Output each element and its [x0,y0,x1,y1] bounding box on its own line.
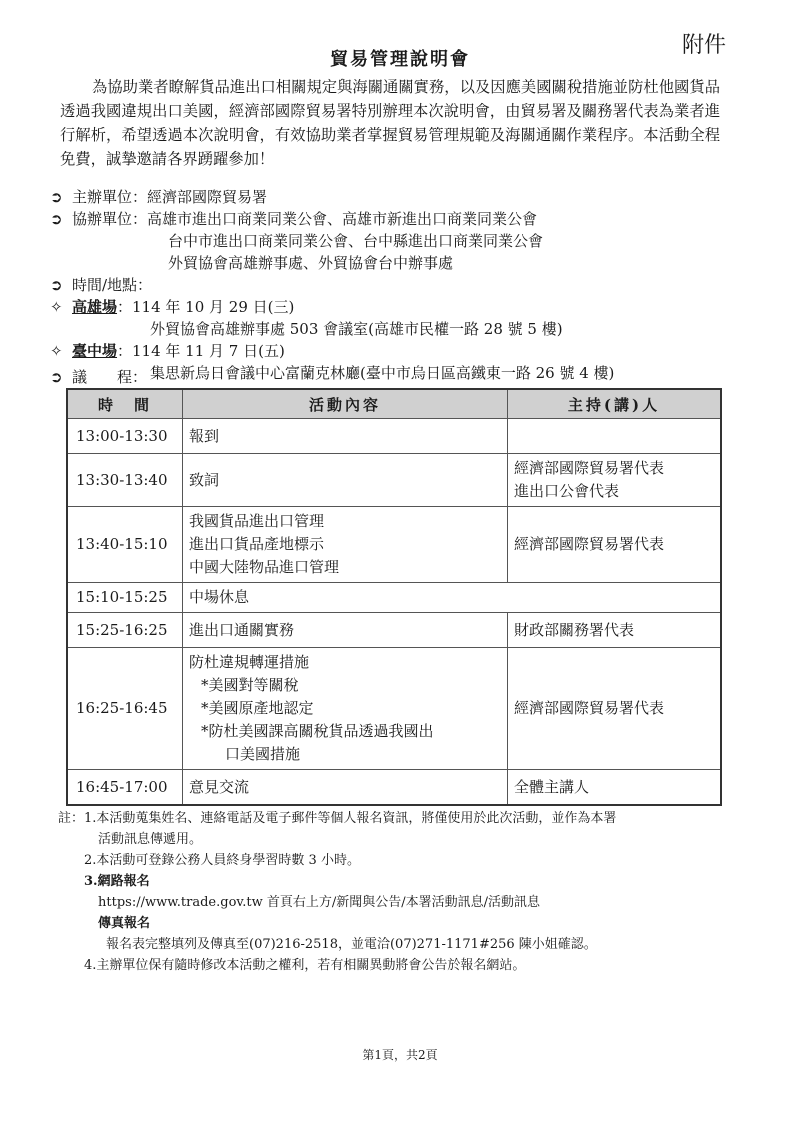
host-line: 經濟部國際貿易署代表 [514,535,665,553]
host-line: 全體主講人 [514,777,590,796]
time-place-row [50,274,152,296]
agenda-label: 議 程： [72,368,148,386]
content-line: *美國原產地認定 [201,699,314,717]
arrow-bullet-icon: ➲ [50,276,63,294]
content-line: *美國對等關稅 [201,676,299,694]
arrow-bullet-icon: ➲ [50,368,63,386]
fax-label: 傳真報名 [98,916,151,931]
content-line: 進出口通關實務 [189,620,295,639]
host-line: 經濟部國際貿易署代表 [514,699,665,717]
venue-date: ：114 年 10 月 29 日(三) [117,298,295,316]
attachment-label: 附件 [682,33,727,58]
arrow-bullet-icon: ➲ [50,188,63,206]
venue-date: ：114 年 11 月 7 日(五) [117,342,285,360]
row-host [508,648,722,770]
table-row [67,770,721,806]
content-line: *防杜美國課高關稅貨品透過我國出 [201,722,434,740]
content-line: 中場休息 [189,588,250,606]
venue-place: 集思新烏日會議中心富蘭克林廳(臺中市烏日區高鐵東一路 26 號 4 樓) [150,364,615,382]
host-line: 經濟部國際貿易署代表 [514,459,665,477]
row-host [508,613,722,648]
co-organizer-row [50,208,543,274]
row-time: 13:30-13:40 [67,454,183,507]
note-2: 2.本活動可登錄公務人員終身學習時數 3 小時。 [84,853,360,868]
row-content [183,770,508,806]
row-content [183,419,508,454]
content-line: 意見交流 [189,777,250,796]
header-host: 主持(講)人 [508,389,722,419]
organizer-label: 主辦單位： [72,188,148,206]
row-host [508,770,722,806]
table-row [67,613,721,648]
co-organizer-line: 外貿協會高雄辦事處、外貿協會台中辦事處 [168,254,454,272]
content-line: 我國貨品進出口管理 [189,512,325,530]
notes-prefix: 註： [58,811,85,826]
table-header-row [67,389,721,419]
row-content [183,507,508,583]
intro-paragraph: 為協助業者瞭解貨品進出口相關規定與海關通關實務，以及因應美國關稅措施並防杜他國貨品透過我國違規出口美國，經濟部國際貿易署特別辦理本次說明會，由貿易署及關務署代表為業者進行解析，希望透過本次說明會，有效協助業者掌握貿易管理規範及海關通關作業程序。本活動全程免費，誠摯邀請各界踴躍參加！ [60,78,720,168]
row-time: 13:40-15:10 [67,507,183,583]
note-4: 4.主辦單位保有隨時修改本活動之權利，若有相關異動將會公告於報名網站。 [84,958,526,973]
row-host [508,419,722,454]
header-content: 活動內容 [183,389,508,419]
row-host [508,454,722,507]
arrow-bullet-icon: ➲ [50,210,63,228]
row-time: 15:10-15:25 [67,583,183,613]
row-content [183,583,722,613]
time-place-label: 時間/地點： [72,276,153,294]
note-3-label: 3.網路報名 [84,874,150,889]
content-line: 口美國措施 [225,745,301,763]
organizer-value: 經濟部國際貿易署 [147,188,268,206]
page-title: 貿易管理說明會 [330,49,470,70]
host-line: 進出口公會代表 [514,482,620,500]
row-content [183,613,508,648]
co-organizer-line: 高雄市進出口商業同業公會、高雄市新進出口商業同業公會 [147,210,538,228]
venue-name: 臺中場 [72,342,118,360]
note-1-cont: 活動訊息傳遞用。 [98,832,203,847]
content-line: 防杜違規轉運措施 [189,653,310,671]
content-line: 進出口貨品產地標示 [189,535,325,553]
fax-text: 報名表完整填列及傳真至(07)216-2518，並電洽(07)271-1171#256 陳小姐確認。 [106,937,597,952]
agenda-table [66,388,722,806]
row-content [183,648,508,770]
row-host [508,507,722,583]
host-line: 財政部關務署代表 [514,620,635,639]
organizer-row [50,186,267,208]
content-line: 報到 [189,426,220,445]
co-organizer-line: 台中市進出口商業同業公會、台中縣進出口商業同業公會 [168,232,544,250]
note-3-url: https://www.trade.gov.tw 首頁右上方/新聞與公告/本署活動訊息/活動訊息 [98,895,540,910]
content-line: 中國大陸物品進口管理 [189,558,340,576]
row-content [183,454,508,507]
diamond-bullet-icon: ✧ [50,298,63,316]
row-time: 13:00-13:30 [67,419,183,454]
row-time: 16:45-17:00 [67,770,183,806]
agenda-row [50,366,147,388]
venue-name: 高雄場 [72,298,118,316]
table-row [67,507,721,583]
venue-kaohsiung [50,296,563,340]
co-organizer-label: 協辦單位： [72,210,148,228]
header-time: 時 間 [67,389,183,419]
table-row [67,648,721,770]
content-line: 致詞 [189,470,220,489]
diamond-bullet-icon: ✧ [50,342,63,360]
table-row [67,419,721,454]
venue-place: 外貿協會高雄辦事處 503 會議室(高雄市民權一路 28 號 5 樓) [150,320,563,338]
note-1: 1.本活動蒐集姓名、連絡電話及電子郵件等個人報名資訊，將僅使用於此次活動，並作為本署 [84,811,617,826]
table-row [67,454,721,507]
row-time: 15:25-16:25 [67,613,183,648]
row-time: 16:25-16:45 [67,648,183,770]
page-footer: 第1頁，共2頁 [362,1048,438,1062]
table-row [67,583,721,613]
notes-section [58,808,738,976]
